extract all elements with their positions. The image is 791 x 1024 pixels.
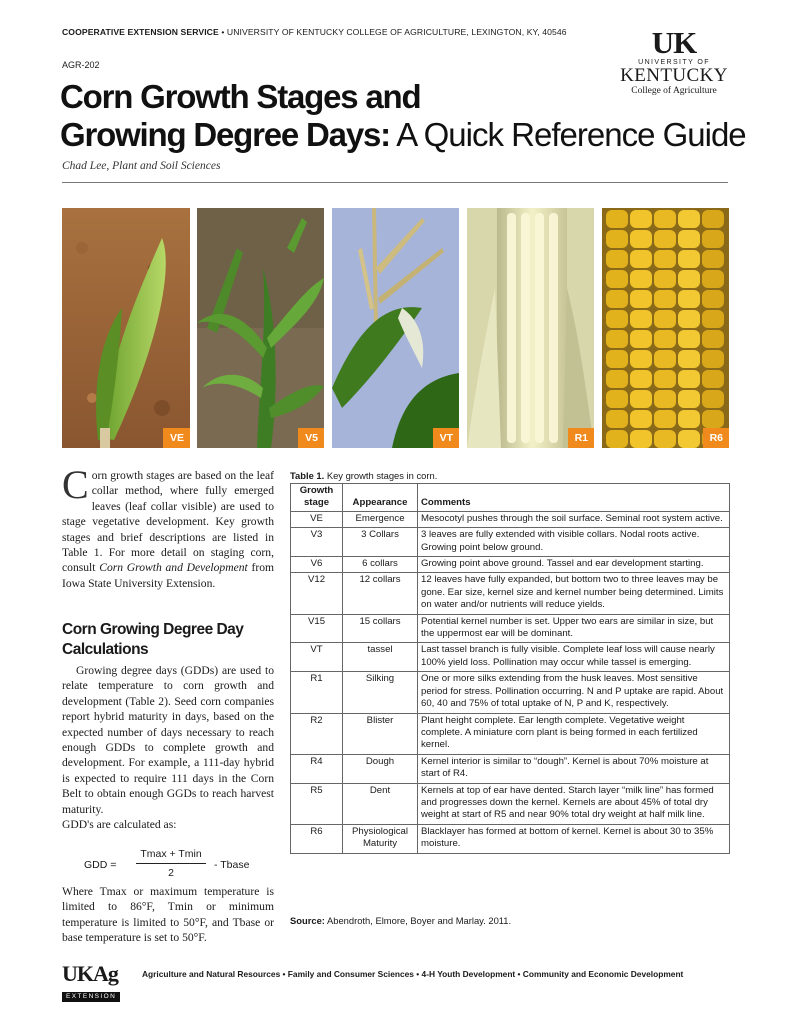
intro-text-2: from Iowa State University Extension. xyxy=(62,561,275,590)
table-caption-bold: Table 1. xyxy=(290,470,325,481)
tassel-image xyxy=(332,208,459,448)
title-divider xyxy=(62,182,728,183)
photo-ve xyxy=(62,208,190,448)
photo-r6 xyxy=(602,208,729,448)
appearance-cell: 15 collars xyxy=(343,614,418,643)
logo-university: UNIVERSITY OF xyxy=(638,59,710,66)
gdd-paragraph: Growing degree days (GDDs) are used to relate temperature to corn growth and development (Table 2). Seed corn companies report hybrid maturity in days, based on the expected number of days necessary to reach enough GDDs to complete growth and development. For example, a 111-day hybrid is expected to require 111 days in the Corn Belt to obtain enough GGDs to reach harvest maturity. xyxy=(62,664,274,816)
table-source xyxy=(290,915,511,926)
photo-vt xyxy=(332,208,459,448)
table-row xyxy=(291,557,730,573)
stage-cell: VT xyxy=(291,643,343,672)
source-text: Abendroth, Elmore, Boyer and Marlay. 2011. xyxy=(324,915,512,926)
comment-cell: 3 leaves are fully extended with visible collars. Nodal roots active. Growing point below ground. xyxy=(418,528,730,557)
stage-cell: R5 xyxy=(291,783,343,824)
table-row xyxy=(291,528,730,557)
formula-denominator: 2 xyxy=(168,867,174,879)
intro-text-1: orn growth stages are based on the leaf collar method, where fully emerged leaves (leaf collar visible) are used to stage vegetative development. Key growth stages and brief descriptions are listed in Table 1. For more detail on staging corn, consult xyxy=(62,469,274,575)
table-row xyxy=(291,783,730,824)
title-line-2-bold: Growing Degree Days: xyxy=(60,116,390,153)
formula-lhs: GDD = xyxy=(84,859,117,871)
header-comments: Comments xyxy=(418,484,730,512)
gdd-heading: Corn Growing Degree Day Calculations xyxy=(62,621,244,658)
logo-uk-mark: UK xyxy=(651,25,697,60)
stage-cell: R6 xyxy=(291,824,343,853)
appearance-cell: 3 Collars xyxy=(343,528,418,557)
appearance-cell: Dent xyxy=(343,783,418,824)
comment-cell: Kernels at top of ear have dented. Starch layer “milk line” has formed and progresses down the kernel. Kernels are about 45% of total dry weight at start of R5 and near 90% total dry weight at half milk line. xyxy=(418,783,730,824)
young-corn-image xyxy=(197,208,324,448)
stage-cell: V3 xyxy=(291,528,343,557)
photo-label-v5: V5 xyxy=(298,428,324,448)
table-row xyxy=(291,614,730,643)
comment-cell: One or more silks extending from the husk leaves. Most sensitive period for stress. Pollination occurring. N and P uptake are rapid. About 60, 40 and 75% of total uptake of N, P and K, respectively. xyxy=(418,672,730,713)
table-row xyxy=(291,754,730,783)
appearance-cell: 6 collars xyxy=(343,557,418,573)
table-caption xyxy=(290,470,437,481)
stage-cell: V6 xyxy=(291,557,343,573)
appearance-cell: 12 collars xyxy=(343,573,418,614)
stage-cell: R4 xyxy=(291,754,343,783)
table-row xyxy=(291,511,730,527)
table-row xyxy=(291,672,730,713)
formula-numerator: Tmax + Tmin xyxy=(140,848,202,860)
publication-code: AGR-202 xyxy=(62,60,100,70)
intro-italic-title: Corn Growth and Development xyxy=(99,561,248,575)
comment-cell: 12 leaves have fully expanded, but bottom two to three leaves may be gone. Ear size, kernel size and kernel number being determined. Limits on water and/or nutrients will reduce yields. xyxy=(418,573,730,614)
comment-cell: Potential kernel number is set. Upper two ears are similar in size, but the uppermost ear will be dominant. xyxy=(418,614,730,643)
table-row xyxy=(291,713,730,754)
gdd-formula xyxy=(84,848,274,882)
comment-cell: Kernel interior is similar to “dough”. Kernel is about 70% moisture at start of R4. xyxy=(418,754,730,783)
photo-label-ve: VE xyxy=(163,428,190,448)
title-line-2-rest: A Quick Reference Guide xyxy=(389,116,746,153)
intro-paragraph xyxy=(62,462,275,591)
table-header-row xyxy=(291,484,730,512)
gdd-calc-intro: GDD's are calculated as: xyxy=(62,818,177,832)
extension-mark: EXTENSION xyxy=(62,992,120,1002)
silking-ear-image xyxy=(467,208,594,448)
formula-rhs: - Tbase xyxy=(214,859,250,871)
stage-cell: VE xyxy=(291,511,343,527)
appearance-cell: Emergence xyxy=(343,511,418,527)
appearance-cell: tassel xyxy=(343,643,418,672)
gdd-section xyxy=(62,663,274,832)
appearance-cell: Silking xyxy=(343,672,418,713)
photo-v5 xyxy=(197,208,324,448)
growth-stages-table xyxy=(290,483,730,854)
header-appearance: Appearance xyxy=(343,484,418,512)
mature-ear-image xyxy=(602,208,729,448)
ukag-mark: UKAg xyxy=(62,961,118,986)
table-row xyxy=(291,643,730,672)
logo-college: College of Agriculture xyxy=(631,86,717,96)
photo-label-vt: VT xyxy=(433,428,459,448)
photo-r1 xyxy=(467,208,594,448)
photo-label-r6: R6 xyxy=(703,428,729,448)
comment-cell: Last tassel branch is fully visible. Complete leaf loss will cause nearly 100% yield loss. Pollination may occur while tassel is emerging. xyxy=(418,643,730,672)
drop-cap: C xyxy=(62,462,89,507)
page-title xyxy=(60,78,746,154)
logo-kentucky: KENTUCKY xyxy=(620,65,728,86)
stage-cell: V12 xyxy=(291,573,343,614)
seedling-image xyxy=(62,208,190,448)
photo-label-r1: R1 xyxy=(568,428,594,448)
table-caption-rest: Key growth stages in corn. xyxy=(324,470,438,481)
appearance-cell: Physiological Maturity xyxy=(343,824,418,853)
appearance-cell: Dough xyxy=(343,754,418,783)
comment-cell: Blacklayer has formed at bottom of kernel. Kernel is about 30 to 35% moisture. xyxy=(418,824,730,853)
stage-cell: R2 xyxy=(291,713,343,754)
title-line-1: Corn Growth Stages and xyxy=(60,78,421,115)
author-line: Chad Lee, Plant and Soil Sciences xyxy=(62,160,221,172)
header-org-bold: COOPERATIVE EXTENSION SERVICE xyxy=(62,27,219,37)
ukag-extension-logo xyxy=(62,961,132,1000)
header-org-rest: • UNIVERSITY OF KENTUCKY COLLEGE OF AGRICULTURE, LEXINGTON, KY, 40546 xyxy=(218,27,567,37)
source-label: Source: xyxy=(290,915,325,926)
appearance-cell: Blister xyxy=(343,713,418,754)
formula-fraction-bar xyxy=(136,863,206,864)
table-row xyxy=(291,824,730,853)
footer-programs: Agriculture and Natural Resources • Family and Consumer Sciences • 4-H Youth Development • Community and Economic Development xyxy=(142,969,684,979)
header-growth-stage: Growth stage xyxy=(291,484,343,512)
comment-cell: Mesocotyl pushes through the soil surface. Seminal root system active. xyxy=(418,511,730,527)
comment-cell: Growing point above ground. Tassel and ear development starting. xyxy=(418,557,730,573)
header-org-line xyxy=(62,27,567,37)
stage-cell: V15 xyxy=(291,614,343,643)
table-row xyxy=(291,573,730,614)
gdd-where-paragraph: Where Tmax or maximum temperature is limited to 86°F, Tmin or minimum temperature is limited to 50°F, and Tbase or base temperature is set to 50°F. xyxy=(62,885,274,945)
stage-cell: R1 xyxy=(291,672,343,713)
comment-cell: Plant height complete. Ear length complete. Vegetative weight complete. A miniature corn plant is being formed in each fertilized kernel. xyxy=(418,713,730,754)
